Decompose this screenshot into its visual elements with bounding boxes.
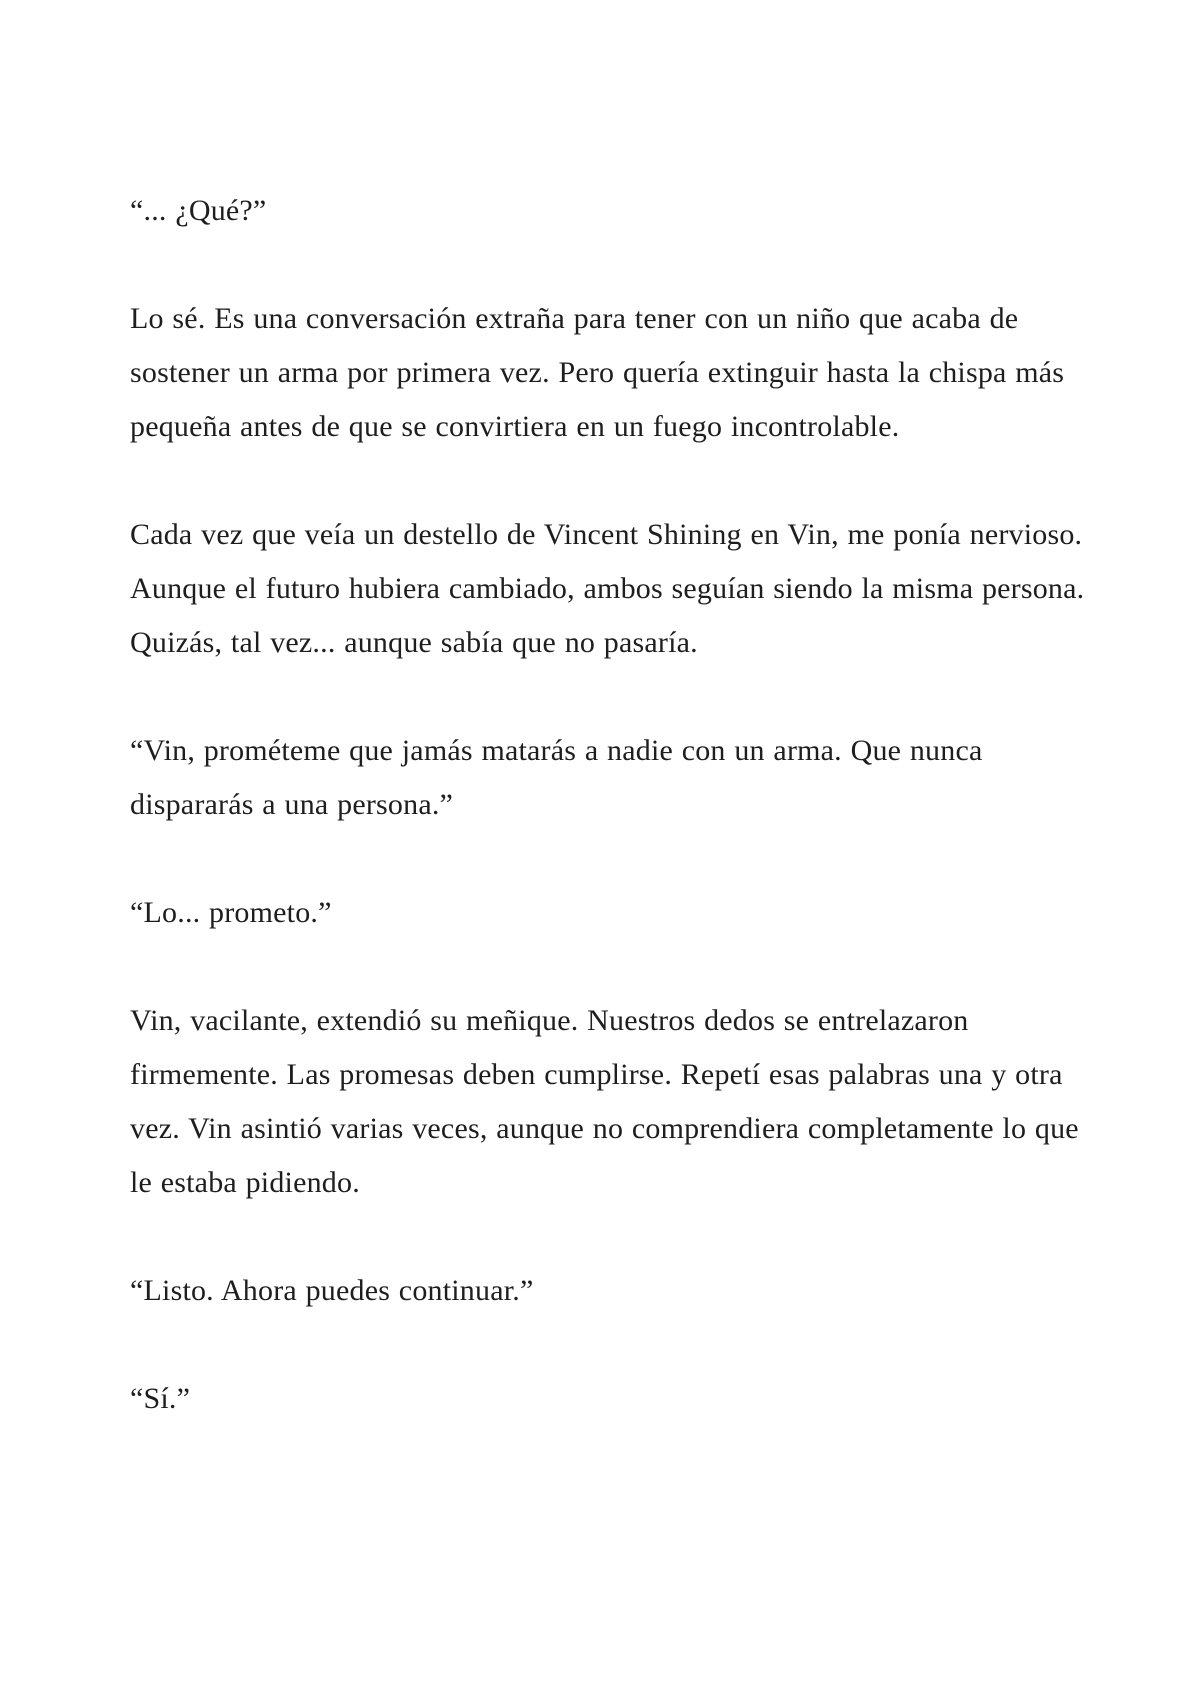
body-text bbox=[130, 184, 1090, 1426]
dialogue-paragraph: “... ¿Qué?” bbox=[130, 194, 267, 227]
dialogue-paragraph: “Sí.” bbox=[130, 1382, 191, 1415]
dialogue-paragraph: “Vin, prométeme que jamás matarás a nadie con un arma. Que nunca dispararás a una persona.” bbox=[130, 734, 983, 821]
dialogue-paragraph: “Lo... prometo.” bbox=[130, 896, 332, 929]
dialogue-paragraph: “Listo. Ahora puedes continuar.” bbox=[130, 1274, 534, 1307]
narration-paragraph: Lo sé. Es una conversación extraña para tener con un niño que acaba de sostener un arma por primera vez. Pero quería extinguir hasta la chispa más pequeña antes de que se convirtiera en un fuego incontrolable. bbox=[130, 302, 1065, 443]
narration-paragraph: Vin, vacilante, extendió su meñique. Nuestros dedos se entrelazaron firmemente. Las promesas deben cumplirse. Repetí esas palabras una y otra vez. Vin asintió varias veces, aunque no comprendiera completamente lo que le estaba pidiendo. bbox=[130, 1004, 1079, 1199]
narration-paragraph: Cada vez que veía un destello de Vincent Shining en Vin, me ponía nervioso. Aunque el futuro hubiera cambiado, ambos seguían siendo la misma persona. Quizás, tal vez... aunque sabía que no pasaría. bbox=[130, 518, 1085, 659]
